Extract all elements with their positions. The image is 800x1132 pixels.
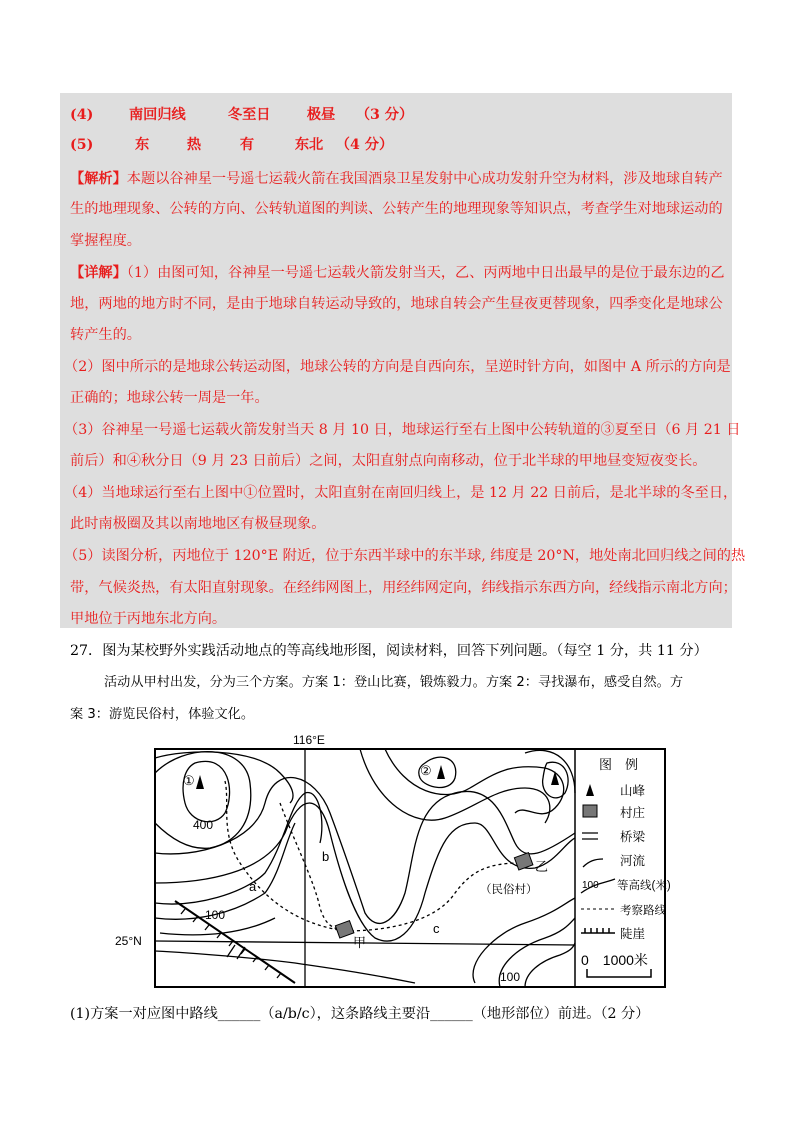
answer-5-score: （4 分）: [335, 137, 394, 153]
legend-river-label: 河流: [620, 854, 646, 868]
river: [155, 951, 415, 983]
legend-river-icon: [583, 859, 603, 867]
contour-line: [155, 823, 295, 919]
analysis-text-1: 本题以谷神星一号遥七运载火箭在我国酒泉卫星发射中心成功发射升空为材料，涉及地球自转产: [126, 171, 723, 187]
detail-line-5: 正确的；地球公转一周是一年。: [70, 390, 269, 406]
question-27-material-2: 案 3：游览民俗村，体验文化。: [70, 707, 255, 722]
peak-1-label: ①: [183, 773, 195, 788]
legend-village-label: 村庄: [620, 806, 646, 820]
analysis-line-3: 掌握程度。: [70, 233, 141, 249]
village-yi-icon: [514, 853, 533, 870]
answer-4-row: [70, 104, 413, 124]
detail-line-12: 甲地位于丙地东北方向。: [70, 611, 227, 627]
contour-100-left-label: 100: [205, 908, 226, 922]
answer-4-part2: 冬至日: [227, 107, 271, 123]
answer-5-part2: 热: [186, 137, 202, 153]
answer-5-number: (5): [70, 137, 94, 153]
contour-line: [155, 752, 251, 849]
contour-line: [360, 749, 550, 823]
legend-village-icon: [583, 805, 597, 817]
answer-4-number: (4): [70, 107, 94, 123]
answer-5-row: [70, 134, 393, 154]
detail-line-3: 转产生的。: [70, 327, 141, 343]
legend-contour-number: 100: [582, 880, 599, 891]
peak-icon: [551, 771, 559, 785]
answer-4-score: （3 分）: [355, 107, 414, 123]
detail-line-10: （5）读图分析，丙地位于 120°E 附近，位于东西半球中的东半球, 纬度是 20°N，地处南北回归线之间的热: [64, 548, 746, 564]
detail-tag: 【详解】: [70, 265, 127, 281]
question-27-stem: 27．图为某校野外实践活动地点的等高线地形图，阅读材料，回答下列问题。（每空 1 分，共 11 分）: [70, 643, 708, 659]
contour-line: [155, 793, 322, 904]
detail-line-1: [70, 262, 725, 282]
peak-2-label: ②: [420, 763, 432, 778]
detail-line-4: （2）图中所示的是地球公转运动图，地球公转的方向是自西向东，呈逆时针方向，如图中 A 所示的方向是: [64, 359, 731, 375]
legend-scale-label: 0 1000米: [581, 952, 648, 968]
route-a-label: a: [249, 879, 257, 894]
contour-line: [155, 778, 575, 924]
question-27-material-1: 活动从甲村出发，分为三个方案。方案 1：登山比赛，锻炼毅力。方案 2：寻找瀑布，感受自然。方: [104, 675, 684, 690]
folk-village-label: （民俗村）: [480, 884, 538, 896]
legend-bridge-label: 桥梁: [620, 830, 646, 844]
detail-line-7: 前后）和④秋分日（9 月 23 日前后）之间，太阳直射点向南移动，位于北半球的甲地昼变短夜变长。: [70, 453, 707, 469]
analysis-line-1: [70, 168, 723, 188]
detail-text-1: （1）由图可知，谷神星一号遥七运载火箭发射当天，乙、丙两地中日出最早的是位于最东边的乙: [126, 265, 725, 281]
analysis-line-2: 生的地理现象、公转的方向、公转轨道图的判读、公转产生的地理现象等知识点，考查学生对地球运动的: [70, 201, 723, 217]
legend-peak-label: 山峰: [620, 784, 646, 798]
contour-400-label: 400: [193, 818, 214, 832]
legend-route-label: 考察路线: [620, 905, 666, 917]
route-c-label: c: [433, 921, 440, 936]
contour-100-bottom-label: 100: [500, 970, 521, 984]
village-yi-label: 乙: [535, 859, 549, 874]
contour-line: [525, 943, 575, 987]
longitude-label: 116°E: [293, 733, 325, 747]
question-27-sub-1: (1)方案一对应图中路线______（a/b/c），这条路线主要沿______（地形部位）前进。（2 分）: [70, 1006, 650, 1022]
legend-title: 图 例: [599, 757, 639, 772]
detail-line-11: 带，气候炎热，有太阳直射现象。在经纬网图上，用经纬网定向，纬线指示东西方向，经线指示南北方向；: [70, 580, 737, 596]
cliff-ticks: [181, 909, 281, 978]
peak-icon: [437, 765, 445, 779]
answer-5-part4: 东北: [294, 137, 324, 153]
legend-contour-label: 等高线(米): [617, 880, 671, 892]
answer-5-part1: 东: [134, 137, 150, 153]
peak-icon: [196, 775, 204, 789]
answer-5-part3: 有: [239, 137, 255, 153]
latitude-label: 25°N: [115, 934, 142, 948]
village-jia-icon: [335, 921, 354, 938]
analysis-tag: 【解析】: [70, 171, 127, 187]
legend-cliff-label: 陡崖: [620, 927, 646, 941]
detail-line-6: （3）谷神星一号遥七运载火箭发射当天 8 月 10 日，地球运行至右上图中公转轨道的③夏至日（6 月 21 日: [64, 422, 741, 438]
contour-line: [155, 752, 293, 803]
answer-4-part1: 南回归线: [128, 107, 186, 123]
contour-line: [183, 761, 230, 821]
detail-line-8: （4）当地球运行至右上图中①位置时，太阳直射在南回归线上，是 12 月 22 日前后，是北半球的冬至日，: [64, 485, 738, 501]
route-b-label: b: [322, 849, 330, 864]
contour-line: [473, 898, 575, 983]
detail-line-2: 地，两地的地方时不同，是由于地球自转运动导致的，地球自转会产生昼夜更替现象，四季变化是地球公: [70, 296, 723, 312]
legend-scale-bar: [587, 969, 651, 977]
contour-map: [115, 733, 675, 1003]
legend-bridge-icon: [582, 833, 598, 839]
legend-peak-icon: [586, 784, 594, 796]
village-jia-label: 甲: [353, 935, 367, 950]
detail-line-9: 此时南极圈及其以南地地区有极昼现象。: [70, 516, 326, 532]
legend-cliff-icon: [581, 928, 615, 933]
answer-4-part3: 极昼: [306, 107, 336, 123]
